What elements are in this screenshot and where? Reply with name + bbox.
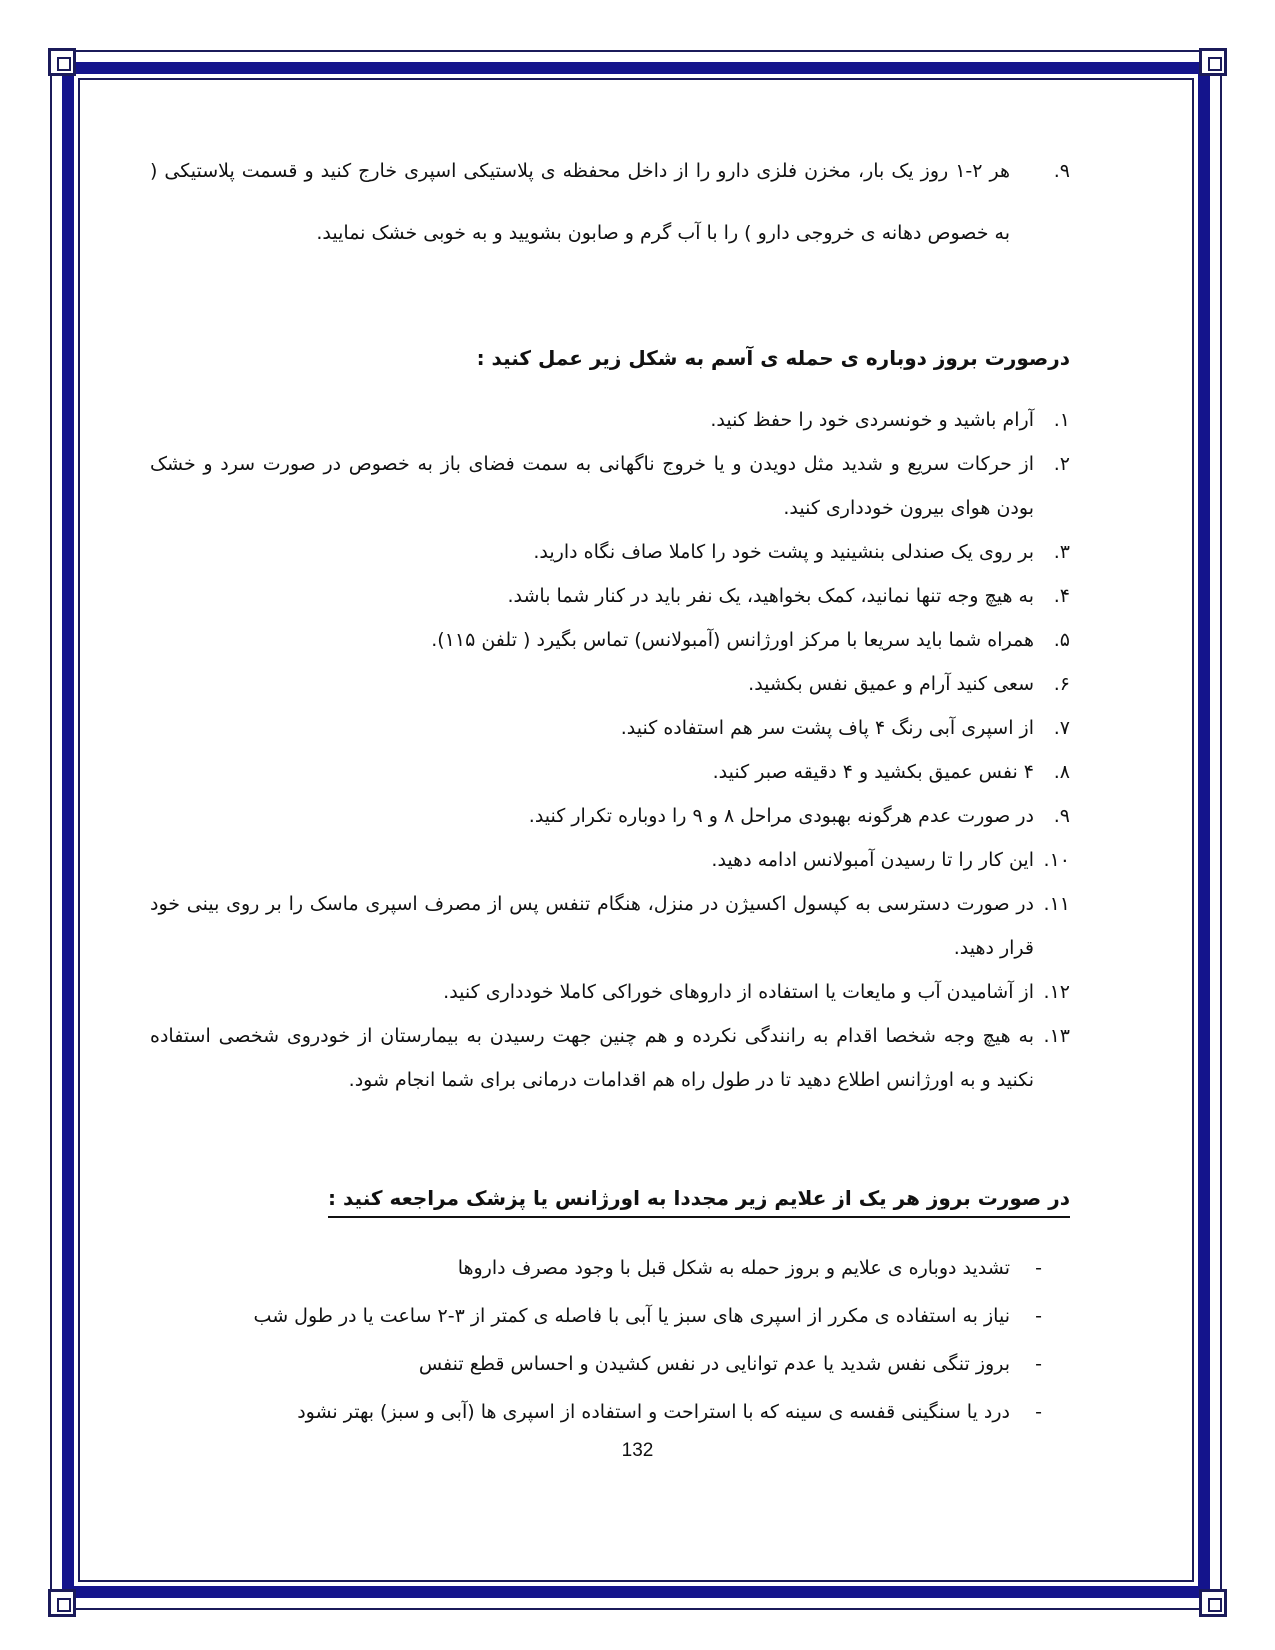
warning-signs-list <box>150 1244 1070 1436</box>
item-number: ۷. <box>1053 717 1070 739</box>
border-corner-ornament <box>1199 1589 1227 1617</box>
item-text: همراه شما باید سریعا با مرکز اورژانس (آمبولانس) تماس بگیرد ( تلفن ۱۱۵). <box>431 629 1034 651</box>
list-item <box>150 706 1070 750</box>
item-number: ۸. <box>1053 761 1070 783</box>
cleaning-instruction <box>150 140 1070 264</box>
asthma-attack-heading: درصورت بروز دوباره ی حمله ی آسم به شکل زیر عمل کنید : <box>476 346 1070 370</box>
warning-signs-heading: در صورت بروز هر یک از علایم زیر مجددا به اورژانس یا پزشک مراجعه کنید : <box>328 1180 1070 1218</box>
bullet-dash: - <box>1035 1401 1042 1423</box>
list-item <box>150 1340 1070 1388</box>
border-corner-ornament <box>1199 48 1227 76</box>
item-text: از حرکات سریع و شدید مثل دویدن و یا خروج ناگهانی به سمت فضای باز به خصوص در صورت سرد و خشک بودن هوای بیرون خودداری کنید. <box>150 453 1034 519</box>
list-item <box>150 398 1070 442</box>
bullet-dash: - <box>1035 1305 1042 1327</box>
item-text: این کار را تا رسیدن آمبولانس ادامه دهید. <box>711 849 1034 871</box>
item-text: نیاز به استفاده ی مکرر از اسپری های سبز یا آبی با فاصله ی کمتر از ۳-۲ ساعت یا در طول شب <box>253 1305 1010 1327</box>
item-text: از آشامیدن آب و مایعات یا استفاده از داروهای خوراکی کاملا خودداری کنید. <box>443 981 1034 1003</box>
item-number: ۳. <box>1053 541 1070 563</box>
list-item <box>150 1244 1070 1292</box>
list-item <box>150 662 1070 706</box>
list-item <box>150 1388 1070 1436</box>
list-item <box>150 530 1070 574</box>
item-text: بر روی یک صندلی بنشینید و پشت خود را کاملا صاف نگاه دارید. <box>533 541 1034 563</box>
item-number: ۵. <box>1053 629 1070 651</box>
item-number: ۱۲. <box>1043 981 1070 1003</box>
list-item <box>150 794 1070 838</box>
item-text: در صورت دسترسی به کپسول اکسیژن در منزل، هنگام تنفس پس از مصرف اسپری ماسک را بر روی بینی خود قرار دهید. <box>150 893 1034 959</box>
list-item <box>150 1292 1070 1340</box>
list-item <box>150 574 1070 618</box>
border-corner-ornament <box>48 1589 76 1617</box>
list-item <box>150 442 1070 530</box>
item-number: ۲. <box>1053 453 1070 475</box>
item-text: به هیچ وجه شخصا اقدام به رانندگی نکرده و هم چنین جهت رسیدن به بیمارستان از خودروی شخصی استفاده نکنید و به اورژانس اطلاع دهید تا در طول راه هم اقدامات درمانی برای شما انجام شود. <box>150 1025 1034 1091</box>
item-text: از اسپری آبی رنگ ۴ پاف پشت سر هم استفاده کنید. <box>620 717 1034 739</box>
item-number: ۱۱. <box>1043 893 1070 915</box>
item-number: ۱. <box>1053 409 1070 431</box>
item-text: درد یا سنگینی قفسه ی سینه که با استراحت و استفاده از اسپری ها (آبی و سبز) بهتر نشود <box>297 1401 1010 1423</box>
list-item <box>150 838 1070 882</box>
list-item <box>150 1014 1070 1102</box>
item-text: ۴ نفس عمیق بکشید و ۴ دقیقه صبر کنید. <box>712 761 1034 783</box>
item-text: بروز تنگی نفس شدید یا عدم توانایی در نفس کشیدن و احساس قطع تنفس <box>418 1353 1010 1375</box>
item-text: سعی کنید آرام و عمیق نفس بکشید. <box>748 673 1034 695</box>
item-text: تشدید دوباره ی علایم و بروز حمله به شکل قبل با وجود مصرف داروها <box>457 1257 1010 1279</box>
list-item <box>150 750 1070 794</box>
bullet-dash: - <box>1035 1353 1042 1375</box>
asthma-attack-steps <box>150 398 1070 1102</box>
bullet-dash: - <box>1035 1257 1042 1279</box>
border-corner-ornament <box>48 48 76 76</box>
item-number: ۱۰. <box>1043 849 1070 871</box>
list-item <box>150 882 1070 970</box>
page-number: 132 <box>621 1440 654 1461</box>
item-number: ۶. <box>1053 673 1070 695</box>
item-text: به هیچ وجه تنها نمانید، کمک بخواهید، یک نفر باید در کنار شما باشد. <box>507 585 1034 607</box>
list-item <box>150 970 1070 1014</box>
item-number: ۹. <box>1053 805 1070 827</box>
item-number: ۹. <box>1053 160 1070 182</box>
item-text: هر ۲-۱ روز یک بار، مخزن فلزی دارو را از داخل محفظه ی پلاستیکی اسپری خارج کنید و قسمت پلاستیکی ( به خصوص دهانه ی خروجی دارو ) را با آب گرم و صابون بشویید و به خوبی خشک نمایید. <box>150 160 1010 244</box>
item-text: آرام باشید و خونسردی خود را حفظ کنید. <box>710 409 1034 431</box>
item-number: ۱۳. <box>1043 1025 1070 1047</box>
item-text: در صورت عدم هرگونه بهبودی مراحل ۸ و ۹ را دوباره تکرار کنید. <box>528 805 1034 827</box>
page-content <box>150 140 1070 1436</box>
list-item <box>150 618 1070 662</box>
item-number: ۴. <box>1053 585 1070 607</box>
